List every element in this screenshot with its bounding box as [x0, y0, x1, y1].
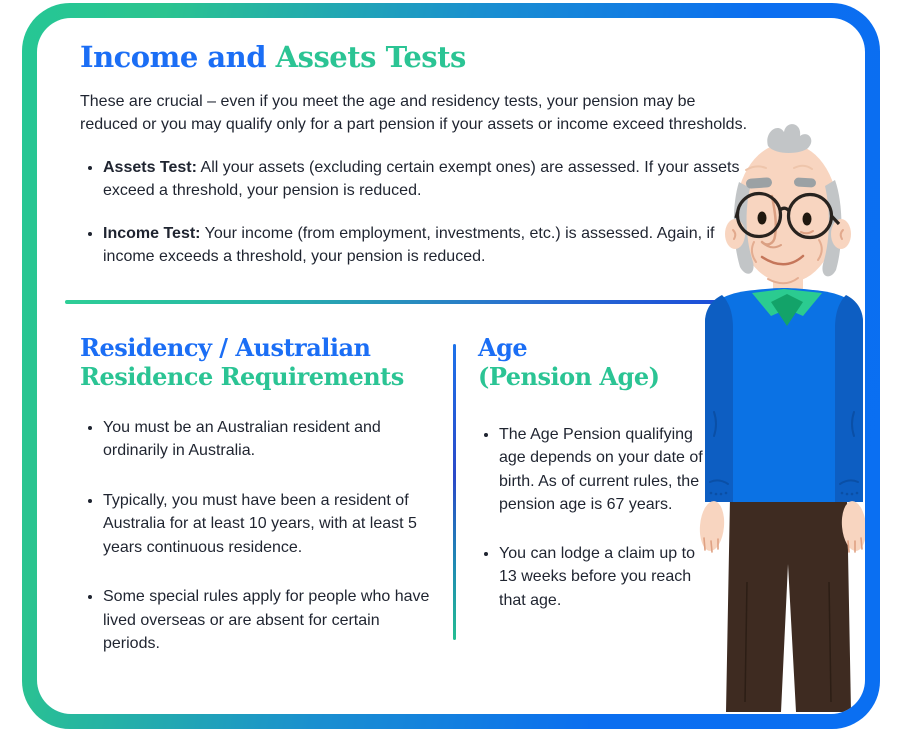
section-age — [478, 334, 723, 637]
infographic-card — [22, 3, 880, 729]
list-item: • Some special rules apply for people who have lived overseas or are absent for certain periods. — [103, 585, 438, 656]
age-bullet-list — [478, 423, 723, 613]
list-item — [103, 222, 748, 269]
age-title — [478, 334, 723, 392]
card-inner — [37, 18, 865, 714]
income-assets-intro: These are crucial – even if you meet the age and residency tests, your pension may be reduced or you may qualify only for a part pension if your assets or income exceed thresholds. — [80, 92, 748, 134]
vertical-divider — [453, 344, 456, 640]
list-item: • The Age Pension qualifying age depends on your date of birth. As of current rules, the pension age is 67 years. — [499, 423, 704, 517]
income-assets-title-part1: Income and — [80, 40, 276, 74]
section-residency — [80, 334, 442, 682]
horizontal-divider — [65, 300, 719, 304]
elderly-man-illustration — [690, 112, 865, 712]
bullet-text: All your assets (excluding certain exempt ones) are assessed. If your assets exceed a threshold, your pension is reduced. — [103, 158, 740, 200]
bullet-lead: Income Test: — [103, 224, 201, 242]
list-item: • You can lodge a claim up to 13 weeks before you reach that age. — [499, 542, 704, 613]
income-assets-title-part2: Assets Tests — [275, 40, 466, 74]
bullet-text: Your income (from employment, investments, etc.) is assessed. Again, if income exceeds a threshold, your pension is reduced. — [103, 224, 715, 266]
bullet-lead: Assets Test: — [103, 158, 197, 176]
man-pants — [726, 498, 851, 712]
man-sweater — [705, 288, 863, 502]
age-title-part1: Age — [478, 333, 528, 362]
income-assets-bullet-list — [80, 156, 752, 269]
residency-title — [80, 334, 442, 392]
residency-title-part2: Residence Requirements — [80, 361, 404, 391]
income-assets-title — [80, 42, 752, 74]
list-item: • You must be an Australian resident and ordinarily in Australia. — [103, 416, 438, 463]
list-item — [103, 156, 748, 203]
residency-title-part1: Residency / Australian — [80, 333, 371, 362]
man-head — [725, 124, 851, 302]
residency-bullet-list — [80, 416, 442, 656]
list-item: • Typically, you must have been a resident of Australia for at least 10 years, with at least 5 years continuous residence. — [103, 489, 438, 560]
age-title-part2: (Pension Age) — [478, 361, 660, 391]
section-income-assets — [80, 42, 752, 269]
